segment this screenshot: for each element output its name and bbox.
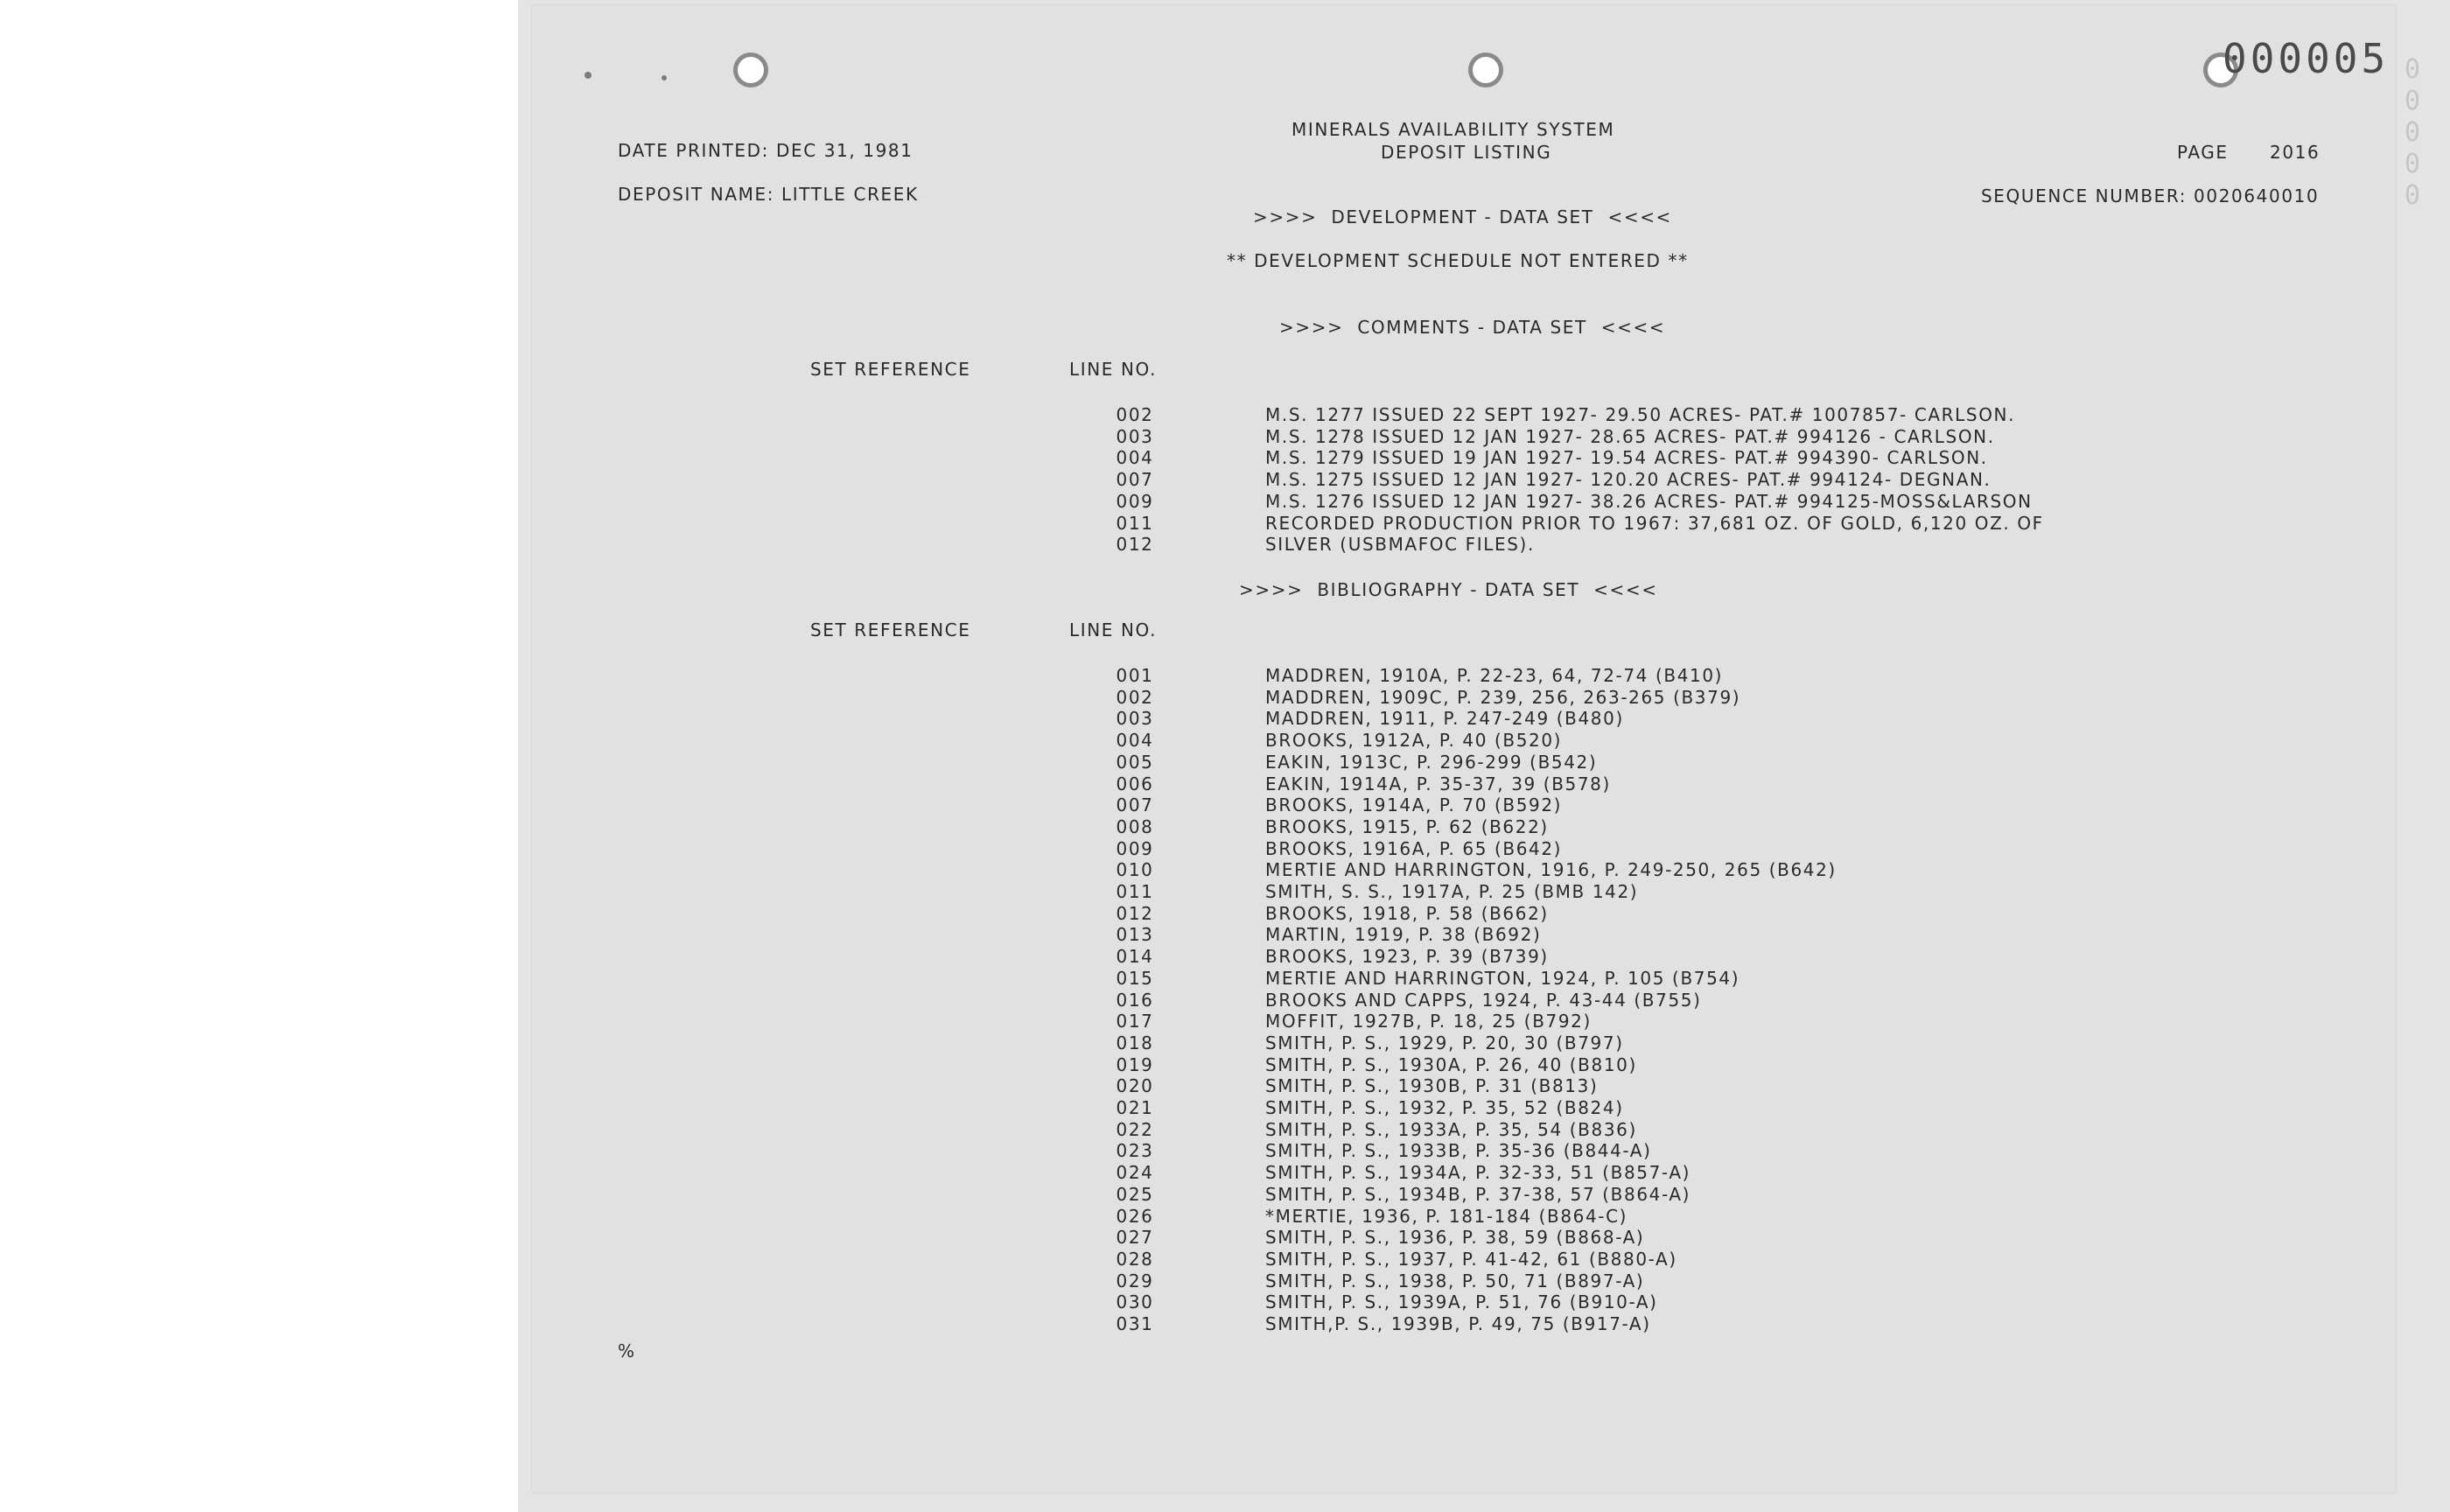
entry-text: M.S. 1277 ISSUED 22 SEPT 1927- 29.50 ACRES- PAT.# 1007857- CARLSON. xyxy=(1265,404,2016,425)
line-number: 003 xyxy=(1116,425,1154,447)
entry-text: SMITH, P. S., 1933A, P. 35, 54 (B836) xyxy=(1265,1118,1637,1140)
line-number: 009 xyxy=(1116,837,1154,859)
entry-text: SILVER (USBMAFOC FILES). xyxy=(1265,534,1535,556)
line-number: 028 xyxy=(1116,1248,1154,1270)
line-number: 016 xyxy=(1116,989,1154,1011)
entry-text: SMITH, P. S., 1937, P. 41-42, 61 (B880-A) xyxy=(1265,1248,1677,1270)
entry-text: MADDREN, 1909C, P. 239, 256, 263-265 (B379) xyxy=(1265,686,1741,708)
line-number: 003 xyxy=(1116,708,1154,730)
entry-text: BROOKS AND CAPPS, 1924, P. 43-44 (B755) xyxy=(1265,989,1702,1011)
bibliography-section-header: >>>> BIBLIOGRAPHY - DATA SET <<<< xyxy=(1239,579,1658,600)
line-number: 001 xyxy=(1116,665,1154,686)
document-stamp-number: 000005 xyxy=(2222,35,2390,82)
entry-text: *MERTIE, 1936, P. 181-184 (B864-C) xyxy=(1265,1205,1628,1227)
punch-hole-center xyxy=(1468,52,1503,88)
date-printed: DATE PRINTED: DEC 31, 1981 xyxy=(618,140,914,161)
entry-text: BROOKS, 1916A, P. 65 (B642) xyxy=(1265,837,1563,859)
line-number: 029 xyxy=(1116,1270,1154,1292)
line-number: 030 xyxy=(1116,1292,1154,1313)
comments-col-line-no: LINE NO. xyxy=(1069,359,1158,380)
entry-text: SMITH, P. S., 1930A, P. 26, 40 (B810) xyxy=(1265,1054,1637,1075)
line-number: 012 xyxy=(1116,902,1154,924)
bibliography-col-line-no: LINE NO. xyxy=(1069,620,1158,640)
entry-text: SMITH, P. S., 1929, P. 20, 30 (B797) xyxy=(1265,1032,1624,1054)
line-number: 023 xyxy=(1116,1140,1154,1162)
entry-text: M.S. 1275 ISSUED 12 JAN 1927- 120.20 ACRES- PAT.# 994124- DEGNAN. xyxy=(1265,469,1992,491)
line-number: 005 xyxy=(1116,751,1154,773)
line-number: 031 xyxy=(1116,1313,1154,1334)
line-number: 017 xyxy=(1116,1011,1154,1032)
entry-text: SMITH, P. S., 1939A, P. 51, 76 (B910-A) xyxy=(1265,1292,1658,1313)
line-number: 015 xyxy=(1116,967,1154,989)
line-number: 018 xyxy=(1116,1032,1154,1054)
entry-text: BROOKS, 1915, P. 62 (B622) xyxy=(1265,816,1549,837)
entry-text: MADDREN, 1911, P. 247-249 (B480) xyxy=(1265,708,1624,730)
entry-text: SMITH,P. S., 1939B, P. 49, 75 (B917-A) xyxy=(1265,1313,1651,1334)
line-number: 002 xyxy=(1116,686,1154,708)
page-number: 2016 xyxy=(2270,142,2320,163)
punch-hole-left xyxy=(733,52,768,88)
entry-text: EAKIN, 1913C, P. 296-299 (B542) xyxy=(1265,751,1598,773)
listing-title: DEPOSIT LISTING xyxy=(1381,142,1552,163)
line-number: 019 xyxy=(1116,1054,1154,1075)
scan-speck xyxy=(584,72,592,79)
line-number: 021 xyxy=(1116,1097,1154,1118)
development-schedule-note: ** DEVELOPMENT SCHEDULE NOT ENTERED ** xyxy=(1227,250,1689,271)
line-number: 013 xyxy=(1116,924,1154,946)
stamp-bleedthrough: 00000 xyxy=(2404,52,2420,208)
bibliography-col-set-reference: SET REFERENCE xyxy=(810,620,971,640)
development-section-header: >>>> DEVELOPMENT - DATA SET <<<< xyxy=(1253,206,1672,228)
entry-text: MERTIE AND HARRINGTON, 1916, P. 249-250, 265 (B642) xyxy=(1265,859,1837,881)
entry-text: BROOKS, 1918, P. 58 (B662) xyxy=(1265,902,1549,924)
entry-text: SMITH, P. S., 1933B, P. 35-36 (B844-A) xyxy=(1265,1140,1652,1162)
line-number: 020 xyxy=(1116,1075,1154,1097)
entry-text: MERTIE AND HARRINGTON, 1924, P. 105 (B754) xyxy=(1265,967,1740,989)
entry-text: M.S. 1279 ISSUED 19 JAN 1927- 19.54 ACRES- PAT.# 994390- CARLSON. xyxy=(1265,447,1988,469)
system-title: MINERALS AVAILABILITY SYSTEM xyxy=(1292,119,1615,140)
line-number: 011 xyxy=(1116,881,1154,902)
entry-text: M.S. 1276 ISSUED 12 JAN 1927- 38.26 ACRES- PAT.# 994125-MOSS&LARSON xyxy=(1265,490,2033,512)
entry-text: SMITH, P. S., 1934A, P. 32-33, 51 (B857-A) xyxy=(1265,1162,1690,1184)
deposit-name: DEPOSIT NAME: LITTLE CREEK xyxy=(618,184,919,205)
entry-text: SMITH, P. S., 1934B, P. 37-38, 57 (B864-A) xyxy=(1265,1183,1691,1205)
comments-col-set-reference: SET REFERENCE xyxy=(810,359,971,380)
entry-text: BROOKS, 1912A, P. 40 (B520) xyxy=(1265,730,1563,752)
entry-text: M.S. 1278 ISSUED 12 JAN 1927- 28.65 ACRES- PAT.# 994126 - CARLSON. xyxy=(1265,425,1995,447)
entry-text: BROOKS, 1914A, P. 70 (B592) xyxy=(1265,794,1563,816)
line-number: 025 xyxy=(1116,1183,1154,1205)
line-number: 008 xyxy=(1116,816,1154,837)
line-number: 004 xyxy=(1116,730,1154,752)
entry-text: MOFFIT, 1927B, P. 18, 25 (B792) xyxy=(1265,1011,1592,1032)
entry-text: EAKIN, 1914A, P. 35-37, 39 (B578) xyxy=(1265,773,1611,794)
footer-mark: % xyxy=(618,1340,636,1362)
line-number: 012 xyxy=(1116,534,1154,556)
entry-text: SMITH, S. S., 1917A, P. 25 (BMB 142) xyxy=(1265,881,1639,902)
entry-text: SMITH, P. S., 1930B, P. 31 (B813) xyxy=(1265,1075,1599,1097)
entry-text: SMITH, P. S., 1936, P. 38, 59 (B868-A) xyxy=(1265,1227,1645,1249)
line-number: 011 xyxy=(1116,512,1154,534)
line-number: 027 xyxy=(1116,1227,1154,1249)
line-number: 014 xyxy=(1116,946,1154,968)
line-number: 004 xyxy=(1116,447,1154,469)
comments-section-header: >>>> COMMENTS - DATA SET <<<< xyxy=(1279,317,1666,338)
line-number: 010 xyxy=(1116,859,1154,881)
page-label: PAGE xyxy=(2177,142,2229,163)
line-number: 006 xyxy=(1116,773,1154,794)
line-number: 026 xyxy=(1116,1205,1154,1227)
entry-text: MARTIN, 1919, P. 38 (B692) xyxy=(1265,924,1542,946)
sequence-number: SEQUENCE NUMBER: 0020640010 xyxy=(1981,186,2320,206)
entry-text: RECORDED PRODUCTION PRIOR TO 1967: 37,681 OZ. OF GOLD, 6,120 OZ. OF xyxy=(1265,512,2044,534)
line-number: 007 xyxy=(1116,469,1154,491)
line-number: 007 xyxy=(1116,794,1154,816)
line-number: 002 xyxy=(1116,404,1154,425)
entry-text: BROOKS, 1923, P. 39 (B739) xyxy=(1265,946,1549,968)
line-number: 009 xyxy=(1116,490,1154,512)
line-number: 022 xyxy=(1116,1118,1154,1140)
entry-text: SMITH, P. S., 1932, P. 35, 52 (B824) xyxy=(1265,1097,1624,1118)
line-number: 024 xyxy=(1116,1162,1154,1184)
entry-text: MADDREN, 1910A, P. 22-23, 64, 72-74 (B410) xyxy=(1265,665,1724,686)
scan-speck xyxy=(662,75,667,80)
entry-text: SMITH, P. S., 1938, P. 50, 71 (B897-A) xyxy=(1265,1270,1645,1292)
